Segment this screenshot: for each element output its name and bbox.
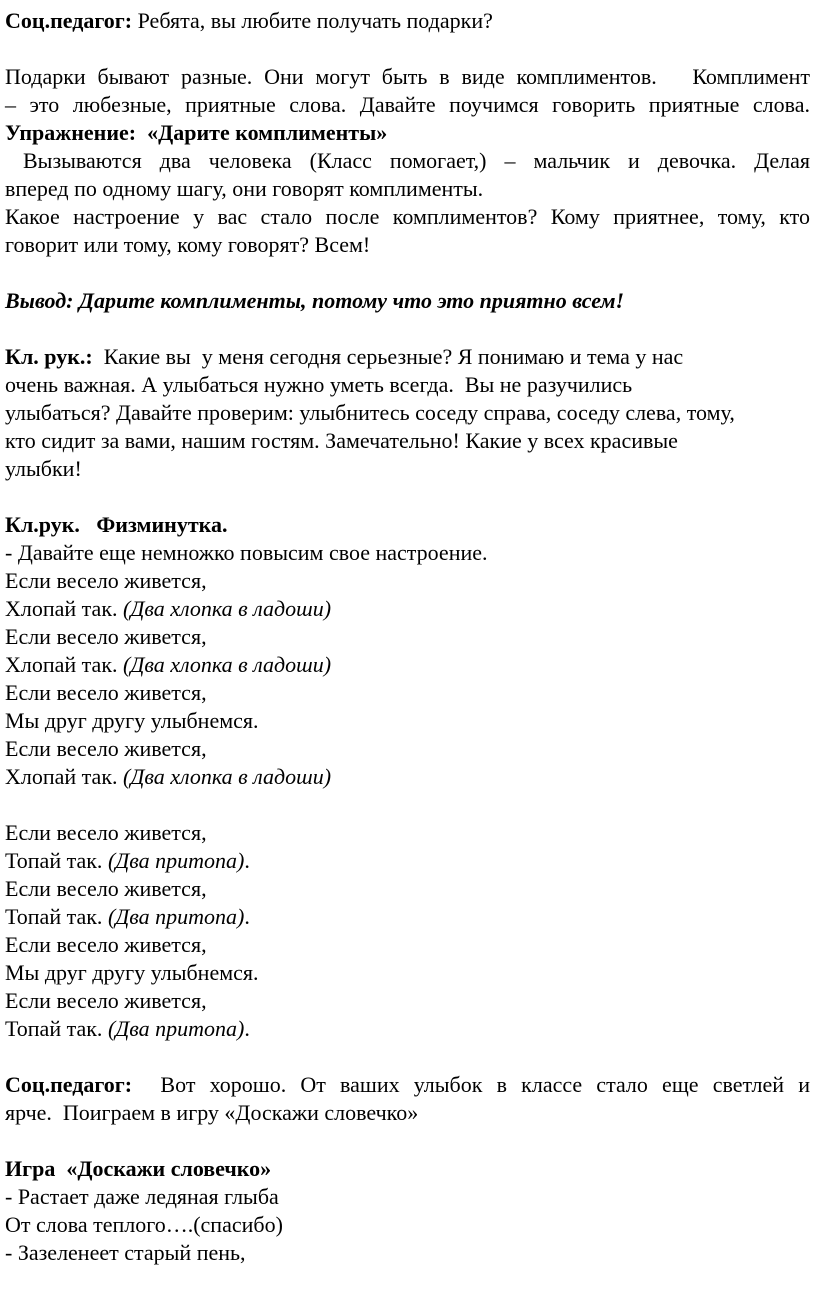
text-segment: Если весело живется,	[5, 736, 207, 761]
blank-line	[5, 1043, 810, 1071]
text-line	[5, 203, 810, 231]
text-line	[5, 1239, 810, 1267]
text-line	[5, 231, 810, 259]
text-line	[5, 7, 810, 35]
text-segment: Топай так.	[5, 1016, 108, 1041]
text-line	[5, 371, 810, 399]
text-segment: (Два притопа)	[107, 904, 245, 929]
text-segment: (Два хлопка в ладоши)	[123, 764, 332, 789]
text-segment: очень важная. А улыбаться нужно уметь всегда. Вы не разучились	[5, 372, 633, 397]
text-line	[5, 875, 810, 903]
text-segment: – это любезные, приятные слова. Давайте поучимся говорить приятные слова.	[5, 92, 810, 117]
text-segment: Мы друг другу улыбнемся.	[5, 708, 259, 733]
text-line	[5, 1071, 810, 1099]
text-segment: (Два притопа)	[107, 848, 245, 873]
text-line	[5, 735, 810, 763]
text-line	[5, 1183, 810, 1211]
text-line	[5, 91, 810, 119]
text-segment: - Давайте еще немножко повысим свое настроение.	[5, 540, 488, 565]
blank-line	[5, 1127, 810, 1155]
text-line	[5, 707, 810, 735]
text-line	[5, 175, 810, 203]
text-segment: Вывод: Дарите комплименты, потому что это приятно всем!	[5, 288, 625, 313]
text-segment: Если весело живется,	[5, 568, 207, 593]
text-line	[5, 679, 810, 707]
blank-line	[5, 35, 810, 63]
blank-line	[5, 259, 810, 287]
text-line	[5, 147, 810, 175]
text-segment: кто сидит за вами, нашим гостям. Замечательно! Какие у всех красивые	[5, 428, 678, 453]
text-line	[5, 623, 810, 651]
text-line	[5, 651, 810, 679]
text-line	[5, 1211, 810, 1239]
text-segment: Ребята, вы любите получать подарки?	[132, 8, 493, 33]
text-segment: Если весело живется,	[5, 680, 207, 705]
text-segment: Мы друг другу улыбнемся.	[5, 960, 259, 985]
text-line	[5, 511, 810, 539]
text-line	[5, 287, 810, 315]
text-line	[5, 1015, 810, 1043]
text-segment: улыбки!	[5, 456, 82, 481]
text-segment: Если весело живется,	[5, 988, 207, 1013]
text-segment: - Растает даже ледяная глыба	[5, 1184, 279, 1209]
text-segment: .	[244, 1016, 250, 1041]
text-line	[5, 399, 810, 427]
text-line	[5, 427, 810, 455]
text-segment: Если весело живется,	[5, 876, 207, 901]
text-segment: (Два хлопка в ладоши)	[123, 652, 332, 677]
text-line	[5, 595, 810, 623]
blank-line	[5, 483, 810, 511]
text-segment: Хлопай так.	[5, 652, 124, 677]
text-segment: Если весело живется,	[5, 624, 207, 649]
text-line	[5, 819, 810, 847]
text-segment: Хлопай так.	[5, 596, 124, 621]
text-segment: Если весело живется,	[5, 820, 207, 845]
text-segment: .	[244, 904, 250, 929]
text-segment: Упражнение: «Дарите комплименты»	[5, 120, 388, 145]
text-segment: Какие вы у меня сегодня серьезные? Я понимаю и тема у нас	[92, 344, 684, 369]
text-line	[5, 539, 810, 567]
text-line	[5, 931, 810, 959]
blank-line	[5, 315, 810, 343]
text-segment: От слова теплого….(спасибо)	[5, 1212, 283, 1237]
text-line	[5, 455, 810, 483]
text-segment: Топай так.	[5, 848, 108, 873]
text-segment: Вызываются два человека (Класс помогает,) – мальчик и девочка. Делая	[5, 148, 810, 173]
text-line	[5, 903, 810, 931]
text-segment: Кл.рук. Физминутка.	[5, 512, 228, 537]
text-segment: Вот хорошо. От ваших улыбок в классе стало еще светлей и	[132, 1072, 810, 1097]
text-line	[5, 343, 810, 371]
text-segment: Соц.педагог:	[5, 8, 133, 33]
text-segment: Топай так.	[5, 904, 108, 929]
text-segment: .	[244, 848, 250, 873]
text-segment: - Зазеленеет старый пень,	[5, 1240, 246, 1265]
text-line	[5, 1099, 810, 1127]
text-line	[5, 1155, 810, 1183]
text-segment: ярче. Поиграем в игру «Доскажи словечко»	[5, 1100, 419, 1125]
text-segment: говорит или тому, кому говорят? Всем!	[5, 232, 371, 257]
text-segment: Соц.педагог:	[5, 1072, 133, 1097]
text-line	[5, 63, 810, 91]
text-segment: (Два притопа)	[107, 1016, 245, 1041]
text-segment: Кл. рук.:	[5, 344, 93, 369]
text-line	[5, 567, 810, 595]
text-segment: (Два хлопка в ладоши)	[123, 596, 332, 621]
text-segment: вперед по одному шагу, они говорят комплименты.	[5, 176, 484, 201]
text-line	[5, 847, 810, 875]
text-segment: улыбаться? Давайте проверим: улыбнитесь соседу справа, соседу слева, тому,	[5, 400, 735, 425]
text-segment: Если весело живется,	[5, 932, 207, 957]
text-line	[5, 987, 810, 1015]
text-segment: Подарки бывают разные. Они могут быть в виде комплиментов. Комплимент	[5, 64, 810, 89]
text-line	[5, 763, 810, 791]
text-segment: Хлопай так.	[5, 764, 124, 789]
text-segment: Какое настроение у вас стало после комплиментов? Кому приятнее, тому, кто	[5, 204, 810, 229]
text-segment: Игра «Доскажи словечко»	[5, 1156, 272, 1181]
text-line	[5, 959, 810, 987]
blank-line	[5, 791, 810, 819]
text-line	[5, 119, 810, 147]
